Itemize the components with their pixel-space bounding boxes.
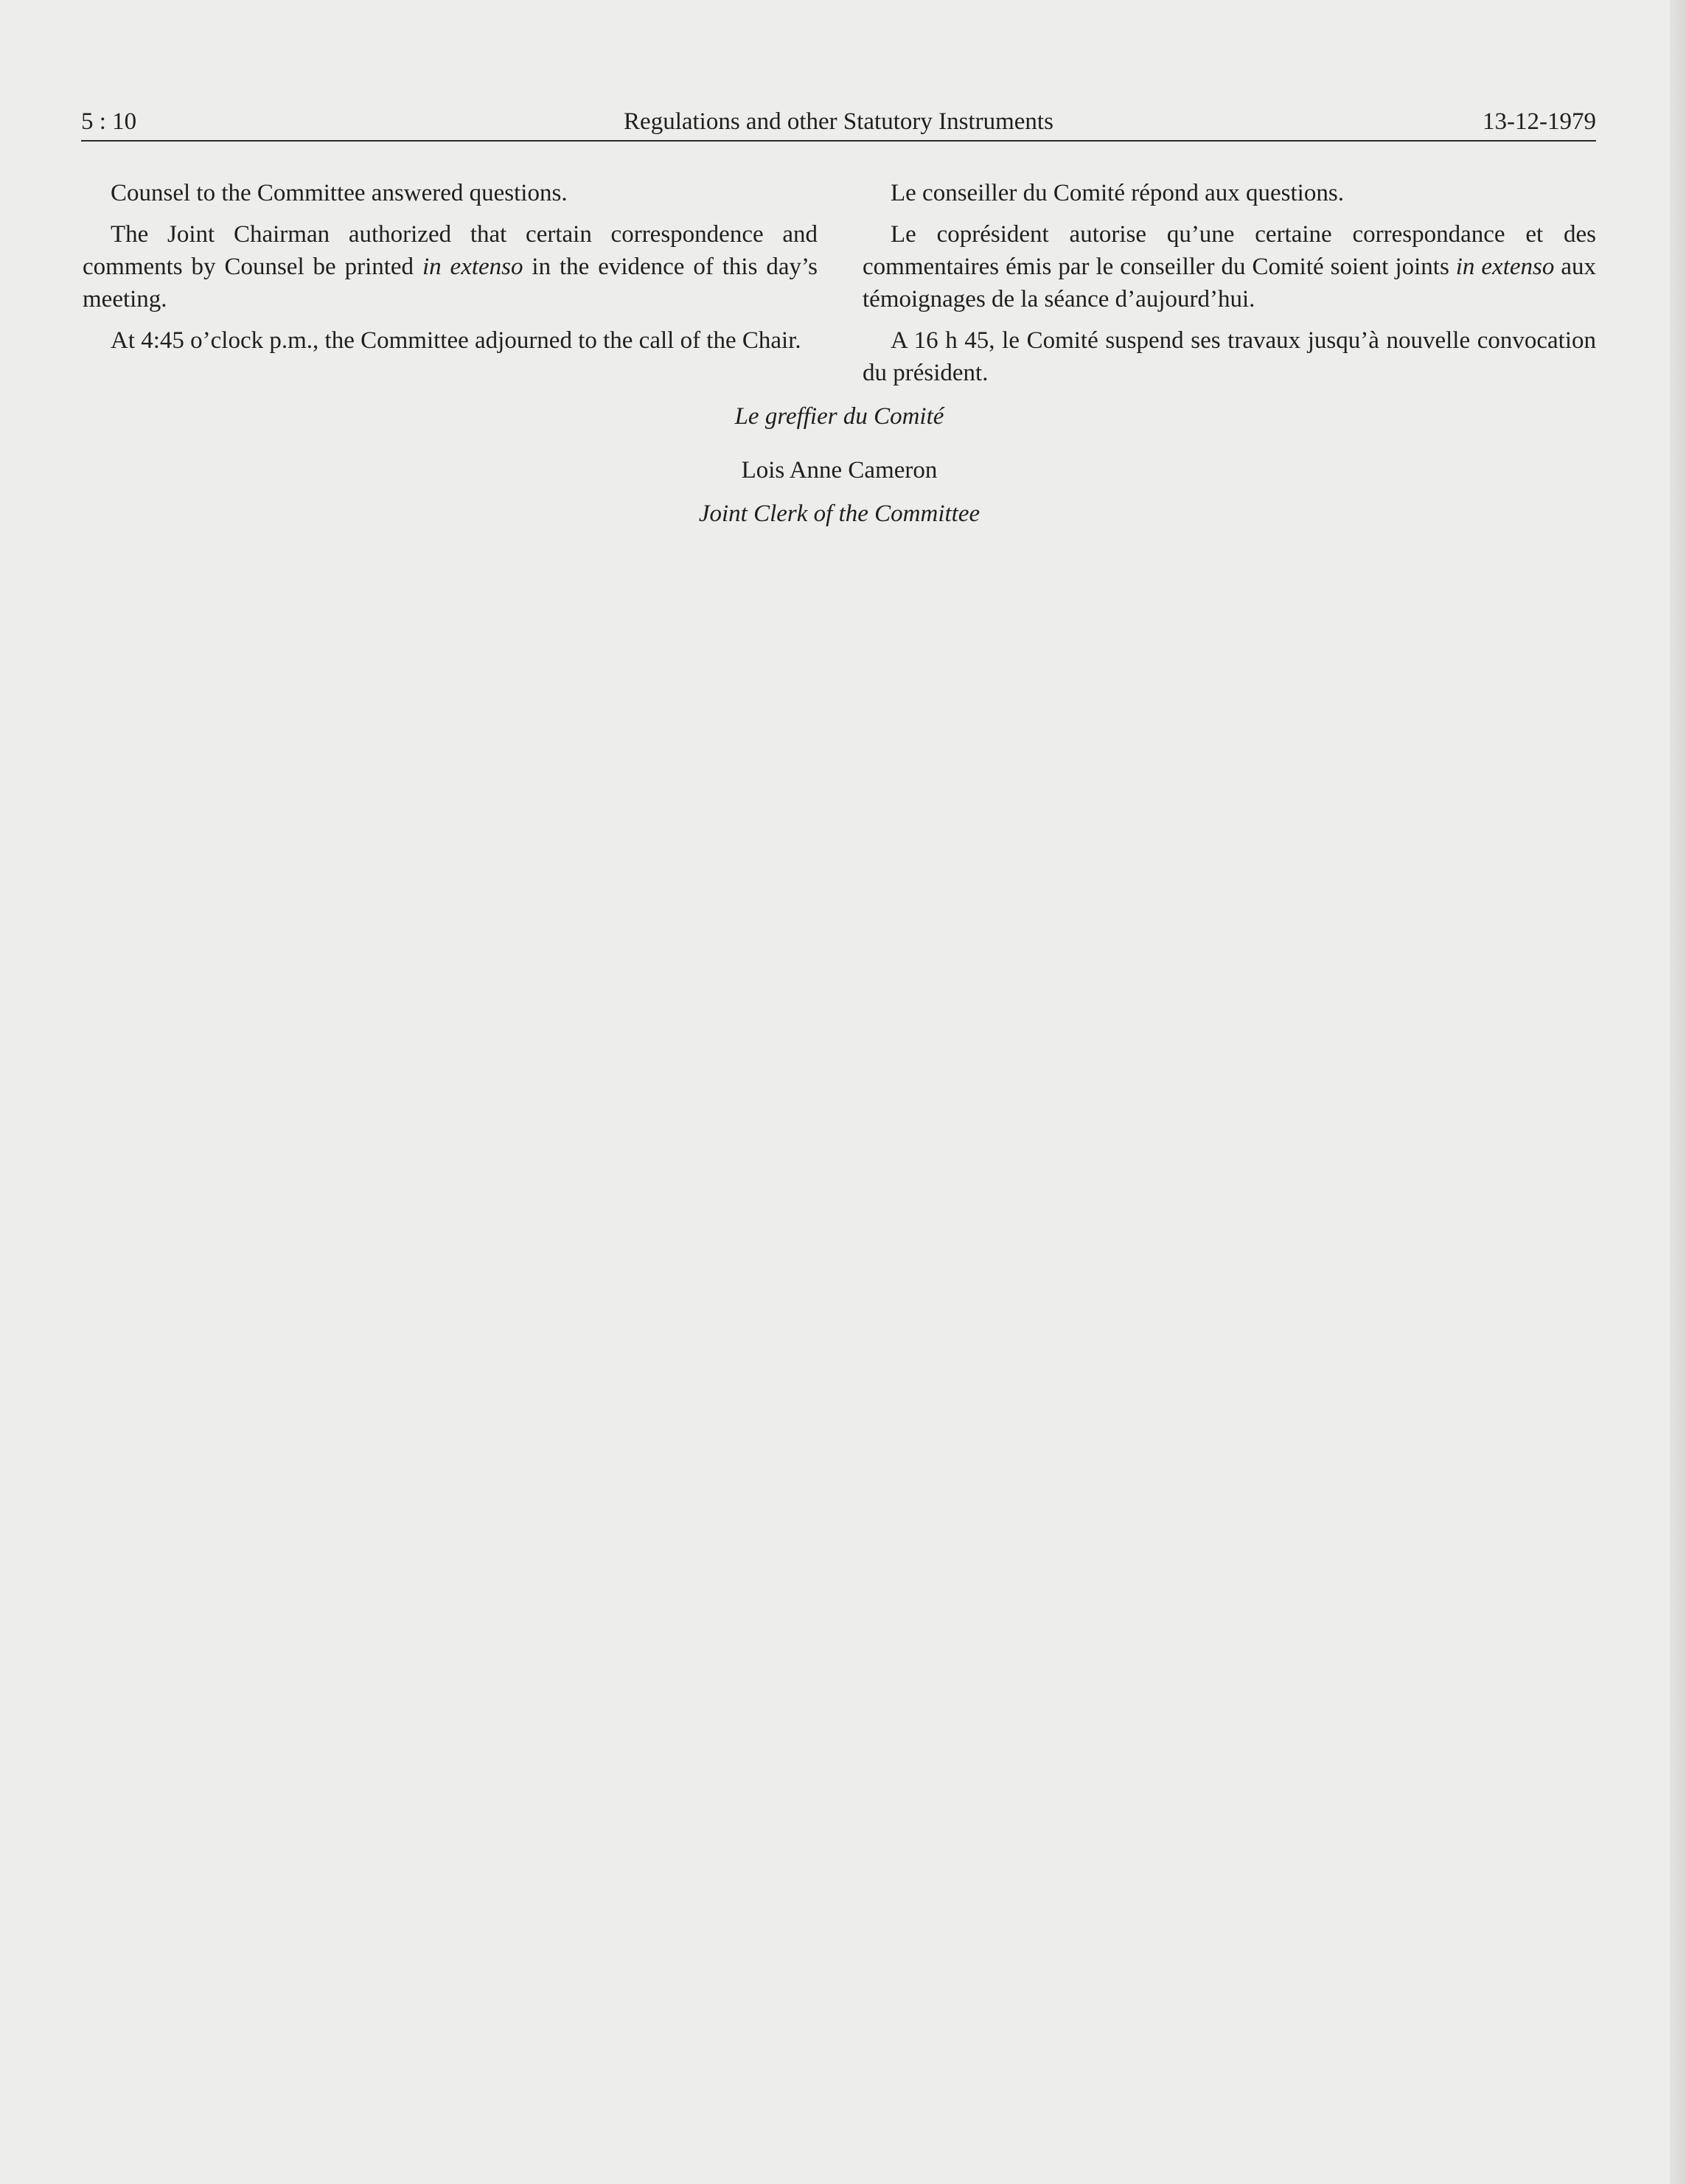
header-date: 13-12-1979 [1483,108,1596,135]
page-header [81,103,1596,142]
clerk-title-french: Le greffier du Comité [734,403,944,430]
clerk-name: Lois Anne Cameron [741,457,938,484]
running-title: Regulations and other Statutory Instruments [624,108,1053,135]
french-paragraph-2 [863,218,1596,315]
french-paragraph-2-end: aux témoignages de la séance d’aujourd’hui. [863,254,1596,313]
english-paragraph-2 [83,218,818,315]
page-edge-shadow [1670,0,1686,2184]
english-paragraph-2-italic: in extenso [422,254,523,280]
english-paragraph-1: Counsel to the Committee answered questions. [111,180,568,206]
french-paragraph-1: Le conseiller du Comité répond aux questions. [891,180,1344,206]
page-number: 5 : 10 [81,108,137,135]
clerk-title-english: Joint Clerk of the Committee [698,500,980,527]
french-column [863,177,1596,398]
english-paragraph-2-end: in the evidence of this day’s meeting. [83,254,818,313]
english-paragraph-3: At 4:45 o’clock p.m., the Committee adjourned to the call of the Chair. [111,327,801,354]
french-paragraph-2-italic: in extenso [1455,254,1555,280]
french-paragraph-3: A 16 h 45, le Comité suspend ses travaux jusqu’à nouvelle convocation du président. [863,327,1596,386]
english-column [83,177,818,366]
english-paragraph-2-start: The Joint Chairman authorized that certain correspondence and comments by Counsel be printed [83,221,818,280]
french-paragraph-2-start: Le coprésident autorise qu’une certaine correspondance et des commentaires émis par le conseiller du Comité soient joints [863,221,1596,280]
